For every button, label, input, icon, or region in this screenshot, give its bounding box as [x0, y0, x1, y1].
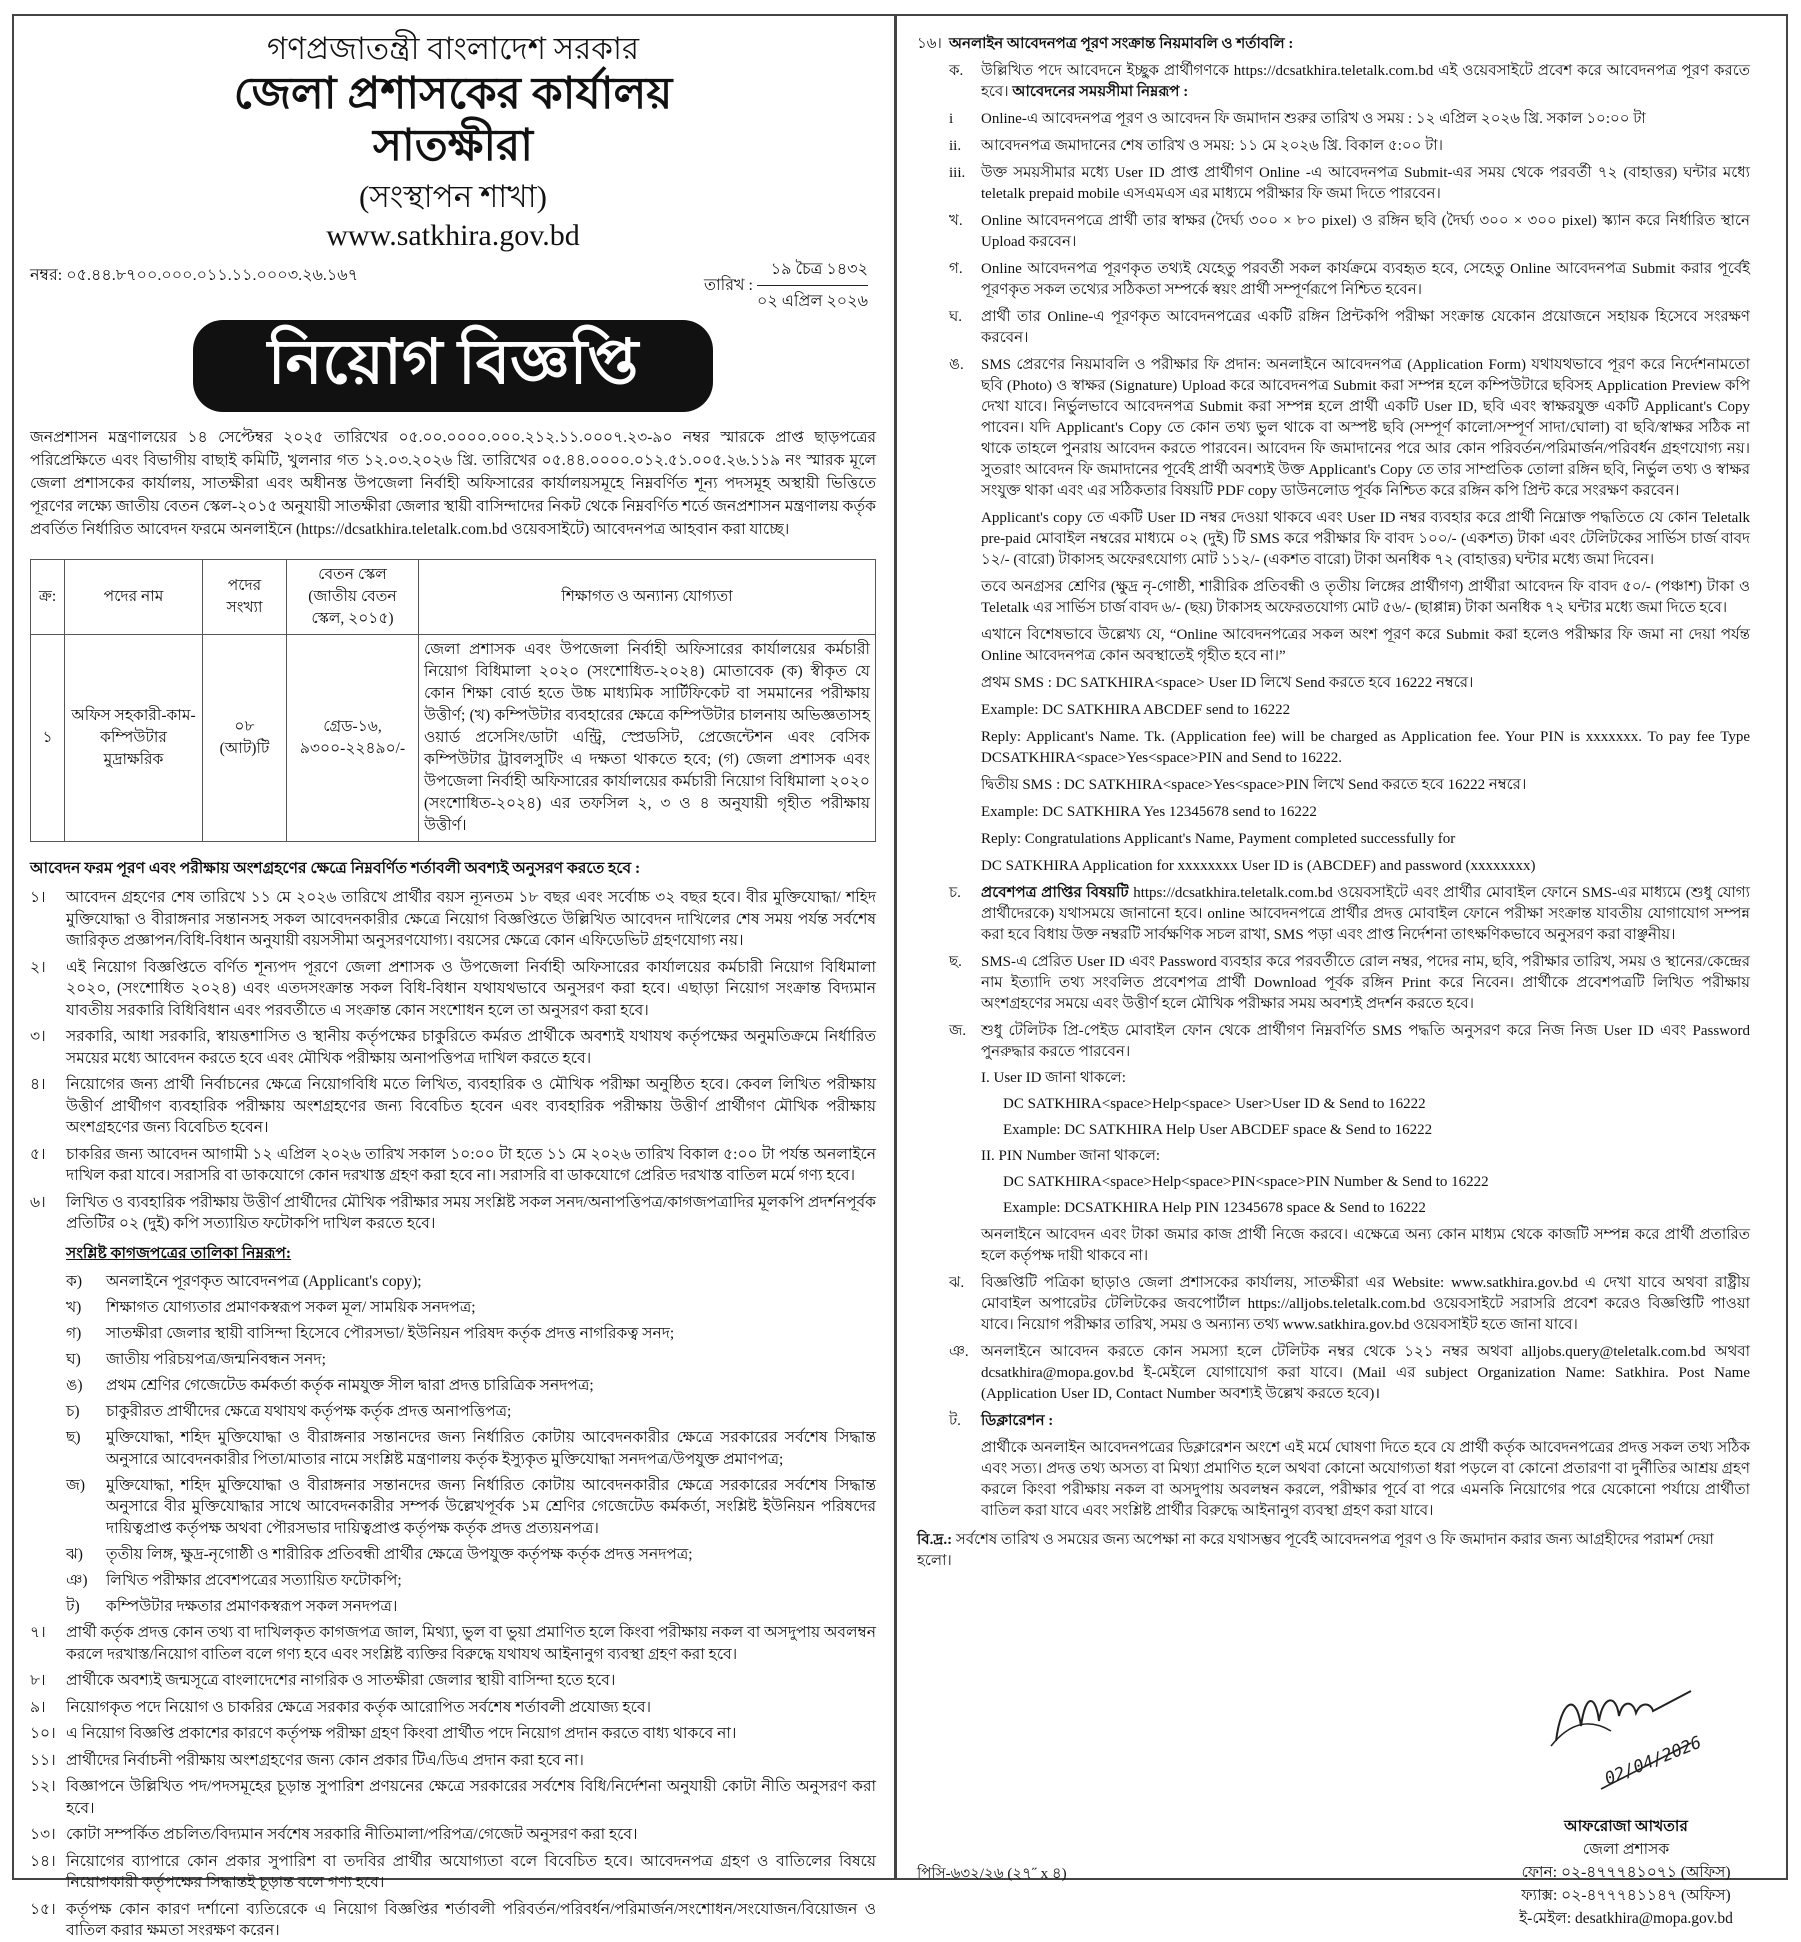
rule-body — [981, 109, 1750, 130]
conditions-list — [30, 887, 876, 1235]
rule-text — [981, 307, 1750, 349]
rule-body — [981, 163, 1750, 205]
signature-date: 02/04/2026 — [1602, 1732, 1705, 1790]
rule-paragraph: DC SATKHIRA Application for xxxxxxxx User ID is (ABCDEF) and password (xxxxxxxx) — [981, 858, 1536, 874]
rule-text — [981, 1273, 1750, 1336]
table-header-cell: শিক্ষাগত ও অন্যান্য যোগ্যতা — [419, 560, 876, 635]
document-item — [66, 1544, 876, 1566]
rule-label: চ. — [949, 885, 961, 901]
rule-text-content: SMS-এ প্রেরিত User ID এবং Password ব্যবহার করে পরবর্তীতে রোল নম্বর, পদের নাম, ছবি, পরীক্ষার তারিখ, সময় ও স্থানের/কেন্দ্রের নাম ইত্যাদি তথ্য সংবলিত প্রবেশপত্র প্রার্থী Download পূর্বক রঙ্গিন Print করে নিবেন। প্রার্থীকে প্রবেশপত্রটি লিখিত পরীক্ষায় অংশগ্রহণের সময়ে এবং উত্তীর্ণ হলে মৌখিক পরীক্ষার সময় অবশ্যই প্রদর্শন করতে হবে। — [981, 954, 1750, 1012]
signatory-fax: ফ্যাক্স: ০২-৪৭৭৭৪১১৪৭ (অফিস) — [1521, 1887, 1731, 1904]
print-code: পিসি-৬৩২/২৬ (২৭˝ x ৪) — [917, 1866, 1067, 1882]
item-number: ১৩। — [30, 1826, 56, 1843]
rule-paragraph: Example: DC SATKHIRA ABCDEF send to 16222 — [981, 702, 1291, 718]
rule-label: ছ. — [949, 954, 962, 970]
item-text: প্রার্থী কর্তৃক প্রদত্ত কোন তথ্য বা দাখিলকৃত কাগজপত্র জাল, মিথ্যা, ভুল বা ভুয়া প্রমাণিত হলে কিংবা পরীক্ষায় নকল বা অসদুপায় অবলম্বন করলে দরখাস্ত/নিয়োগ বাতিল বলে গণ্য হবে এবং সংশ্লিষ্ট ব্যক্তির বিরুদ্ধে যথাযথ আইনানুগ ব্যবস্থা গ্রহণ করা হবে। — [66, 1624, 876, 1663]
document-item — [66, 1323, 876, 1345]
document-item — [66, 1570, 876, 1592]
rule-text-content: প্রার্থী তার Online-এ পূরণকৃত আবেদনপত্রের একটি রঙ্গিন প্রিন্টকপি পরীক্ষা সংক্রান্ত যেকোন প্রয়োজনে সহায়ক হিসেবে সংরক্ষণ করবেন। — [981, 309, 1750, 346]
item-number: চ) — [66, 1403, 80, 1420]
document-item — [66, 1297, 876, 1319]
documents-heading: সংশ্লিষ্ট কাগজপত্রের তালিকা নিম্নরূপ: — [66, 1244, 292, 1262]
rule-item — [917, 1342, 1750, 1405]
table-cell: জেলা প্রশাসক এবং উপজেলা নির্বাহী অফিসারের কার্যালয়ের কর্মচারী নিয়োগ বিধিমালা ২০২০ (সংশোধিত-২০২৪) মোতাবেক (ক) স্বীকৃত যে কোন শিক্ষা বোর্ড হতে উচ্চ মাধ্যমিক সার্টিফিকেট বা সমমানের পরীক্ষায় উত্তীর্ণ; (খ) কম্পিউটার ব্যবহারের ক্ষেত্রে কম্পিউটার চালনায় অভিজ্ঞতাসহ ওয়ার্ড প্রসেসিং/ডাটা এন্ট্রি, স্প্রেডসিট, প্রেজেন্টেশন এবং বেসিক কম্পিউটার ট্রাবলসুটিং এ দক্ষতা থাকতে হবে; (গ) জেলা প্রশাসক এবং উপজেলা নির্বাহী অফিসারের কার্যালয়ের কর্মচারী নিয়োগ বিধিমালা ২০২০ (সংশোধিত-২০২৪) এর তফসিল ২, ৩ ও ৪ অনুযায়ী গৃহীত পরীক্ষায় উত্তীর্ণ। — [419, 635, 876, 842]
rule-text-content: অনলাইনে আবেদন করতে কোন সমস্যা হলে টেলিটক নম্বর থেকে ১২১ নম্বর অথবা alljobs.query@teletalk.com.bd অথবা dcsatkhira@mopa.gov.bd ই-মেইলে যোগাযোগ করা যাবে। (Mail এর subject Organization Name: Satkhira. Post Name (Application User ID, Contact Number অবশ্যই উল্লেখ করতে হবে)। — [981, 1344, 1750, 1402]
notice-banner: নিয়োগ বিজ্ঞপ্তি — [193, 320, 713, 412]
item-number: ১৪। — [30, 1852, 56, 1870]
documents-list — [30, 1271, 876, 1617]
rule-text-content: উল্লিখিত পদে আবেদনে ইচ্ছুক প্রার্থীগণকে https://dcsatkhira.teletalk.com.bd এই ওয়েবসাইটে প্রবেশ করে আবেদনপত্র পূরণ করতে হবে। — [981, 63, 1750, 100]
table-header-cell: পদের সংখ্যা — [203, 560, 287, 635]
rule-body — [981, 61, 1750, 103]
document-item — [66, 1596, 876, 1618]
table-row — [31, 635, 876, 842]
rule-text-content: শুধু টেলিটক প্রি-পেইড মোবাইল ফোন থেকে প্রার্থীগণ নিম্নবর্ণিত SMS পদ্ধতি অনুসরণ করে নিজ নিজ User ID এবং Password পুনরুদ্ধার করতে পারবেন। — [981, 1023, 1750, 1060]
date-values — [757, 254, 868, 317]
item-number: ১০। — [30, 1725, 56, 1742]
item-number: ঝ) — [66, 1545, 83, 1563]
signatory-email[interactable]: ই-মেইল: desatkhira@mopa.gov.bd — [1519, 1910, 1733, 1927]
sms-format-line: DC SATKHIRA<space>Help<space> User>User ID & Send to 16222 — [1003, 1096, 1426, 1112]
rule-paragraph: প্রথম SMS : DC SATKHIRA<space> User ID লিখে Send করতে হবে 16222 নম্বরে। — [981, 675, 1474, 691]
rule-item — [917, 1273, 1750, 1336]
rule-text — [981, 109, 1750, 130]
item-text: কোটা সম্পর্কিত প্রচলিত/বিদ্যমান সর্বশেষ সরকারি নীতিমালা/পরিপত্র/গেজেট অনুসরণ করা হবে। — [66, 1826, 638, 1843]
date-label: তারিখ : — [703, 277, 753, 294]
rule-label: ঘ. — [949, 309, 963, 325]
online-rules-heading — [917, 34, 1750, 55]
rule-label: iii. — [949, 165, 966, 181]
district-name: সাতক্ষীরা — [372, 121, 534, 170]
item-text: প্রথম শ্রেণির গেজেটেড কর্মকর্তা কর্তৃক নামযুক্ত সীল দ্বারা প্রদত্ত চারিত্রিক সনদপত্র; — [106, 1377, 594, 1394]
document-item — [66, 1475, 876, 1540]
rule-text — [981, 883, 1750, 946]
rule-label: জ. — [949, 1023, 967, 1039]
signature-block — [1496, 1671, 1756, 1930]
left-column — [12, 14, 896, 1939]
document-item — [66, 1427, 876, 1470]
vacancy-table — [30, 559, 876, 842]
rule-text-content: Online আবেদনপত্রে প্রার্থী তার স্বাক্ষর (দৈর্ঘ্য ৩০০ × ৮০ pixel) ও রঙ্গিন ছবি (দৈর্ঘ্য ৩০০ × ৩০০ pixel) স্ক্যান করে নির্ধারিত স্থানে Upload করবেন। — [981, 213, 1750, 250]
rule-paragraph: এখানে বিশেষভাবে উল্লেখ্য যে, “Online আবেদনপত্রের সকল অংশ পূরণ করে Submit করা হলেও পরীক্ষার ফি জমা না দেয়া পর্যন্ত Online আবেদনপত্র কোন অবস্থাতেই গৃহীত হবে না।” — [981, 627, 1750, 664]
item-number: গ) — [66, 1325, 82, 1342]
rule-label: গ. — [949, 261, 963, 277]
item-number: ১৫। — [30, 1900, 56, 1918]
rule-text-content: Online-এ আবেদনপত্র পূরণ ও আবেদন ফি জমাদান শুরুর তারিখ ও সময় : ১২ এপ্রিল ২০২৬ খ্রি. সকাল ১০:০০ টা — [981, 111, 1646, 127]
table-header-row — [31, 560, 876, 635]
condition-item — [30, 1026, 876, 1069]
subsection-title: II. PIN Number জানা থাকলে: — [981, 1148, 1161, 1164]
item-text: সাতক্ষীরা জেলার স্থায়ী বাসিন্দা হিসেবে পৌরসভা/ ইউনিয়ন পরিষদ কর্তৃক প্রদত্ত নাগরিকত্ব সনদ; — [106, 1325, 675, 1342]
rule-text — [981, 1342, 1750, 1405]
table-cell: ১ — [31, 635, 65, 842]
rule-body — [981, 952, 1750, 1015]
table-body — [31, 635, 876, 842]
rule-item — [917, 1411, 1750, 1522]
rule-text — [981, 259, 1750, 301]
rule-text-content: https://dcsatkhira.teletalk.com.bd ওয়েবসাইটে এবং প্রার্থীর মোবাইল ফোনে SMS-এর মাধ্যমে (শুধু যোগ্য প্রার্থীদেরকে) যথাসময়ে জানানো হবে। online আবেদনপত্রে প্রার্থীর প্রদত্ত মোবাইল ফোনে পরীক্ষা সংক্রান্ত যাবতীয় যোগাযোগ সম্পন্ন করা হবে বিধায় উক্ত নম্বরটি সার্বক্ষণিক সচল রাখা, SMS পড়া এবং প্রাপ্ত নির্দেশনা তাৎক্ষণিকভাবে অনুসরণ করা বাঞ্ছনীয়। — [981, 885, 1750, 943]
rule-item — [917, 61, 1750, 103]
rule-body — [981, 1273, 1750, 1336]
condition-item — [30, 1670, 876, 1692]
rule-text-content: SMS প্রেরণের নিয়মাবলি ও পরীক্ষার ফি প্রদান: অনলাইনে আবেদনপত্র (Application Form) যথাযথভাবে পূরণ করে নির্দেশনামতো ছবি (Photo) ও স্বাক্ষর (Signature) Upload করে আবেদনপত্র Submit করা সম্পন্ন হলে কম্পিউটারে ছবিসহ Application Preview কপি দেখা যাবে। নির্ভুলভাবে আবেদনপত্র Submit করা সম্পন্ন হলে প্রার্থী একটি User ID, ছবি এবং স্বাক্ষরযুক্ত একটি Applicant's Copy পাবেন। যদি Applicant's Copy তে কোন তথ্য ভুল থাকে বা অস্পষ্ট ছবি (সম্পূর্ণ কালো/সম্পূর্ণ সাদা/ঘোলা) বা ছবি/স্বাক্ষর সঠিক না থাকে তাহলে পুনরায় আবেদন করতে পারবেন। আবেদন ফি জমাদানের পরে আর কোন পরিবর্তন/পরিমার্জন/পরিবর্ধন গ্রহণযোগ্য নয়। সুতরাং আবেদন ফি জমাদানের পূর্বেই প্রার্থী অবশ্যই উক্ত Applicant's Copy তে তার সাম্প্রতিক তোলা রঙ্গিন ছবি, নির্ভুল তথ্য ও স্বাক্ষর সংযুক্ত থাকা এবং এর সঠিকতার বিষয়টি PDF copy ডাউনলোড পূর্বক নিশ্চিত করে রঙ্গিন কপি প্রিন্ট করে সংরক্ষণ করবেন। — [981, 357, 1750, 499]
rule-paragraph: তবে অনগ্রসর শ্রেণির (ক্ষুদ্র নৃ-গোষ্ঠী, শারীরিক প্রতিবন্ধী ও তৃতীয় লিঙ্গের প্রার্থীগণ) প্রার্থীরা আবেদন ফি বাবদ ৫০/- (পঞ্চাশ) টাকা ও Teletalk এর সার্ভিস চার্জ বাবদ ৬/- (ছয়) টাকাসহ অফেরতযোগ্য মোট ৫৬/- (ছাপ্পান্ন) টাকা অনধিক ৭২ ঘন্টার মধ্যে জমা দিতে হবে। — [981, 579, 1750, 616]
item-text: লিখিত পরীক্ষার প্রবেশপত্রের সত্যায়িত ফটোকপি; — [106, 1571, 402, 1589]
rule-paragraph: Reply: Applicant's Name. Tk. (Application fee) will be charged as Application fee. Your PIN is xxxxxxx. To pay fee Type DCSATKHIRA<space>Yes<space>PIN and Send to 16222. — [981, 729, 1750, 766]
rule-item — [917, 307, 1750, 349]
item-number: ঙ) — [66, 1377, 83, 1394]
item-text: এই নিয়োগ বিজ্ঞপ্তিতে বর্ণিত শূন্যপদ পূরণে জেলা প্রশাসক ও উপজেলা নির্বাহী অফিসারের কার্যালয়ের কর্মচারী নিয়োগ বিধিমালা ২০২০, (সংশোধিত ২০২৪) এবং এতদসংক্রান্ত সকল বিধি-বিধান যথাযথভাবে অনুসরণ করা হবে। এছাড়া নিয়োগ সংক্রান্ত বিদ্যমান যাবতীয় সরকারি বিধিবিধান এবং পরবর্তীতে এ সংক্রান্ত কোন সংশোধন হলে তা অনুসরণ করা হবে। — [66, 958, 876, 1019]
rule-paragraph: অনলাইনে আবেদন এবং টাকা জমার কাজ প্রার্থী নিজে করবে। এক্ষেত্রে অন্য কোন মাধ্যম থেকে কাজটি সম্পন্ন করে প্রার্থী প্রতারিত হলে কর্তৃপক্ষ দায়ী থাকবে না। — [981, 1227, 1750, 1264]
condition-item — [30, 887, 876, 952]
rule-paragraph: দ্বিতীয় SMS : DC SATKHIRA<space>Yes<space>PIN লিখে Send করতে হবে 16222 নম্বরে। — [981, 777, 1527, 793]
branch-name: (সংস্থাপন শাখা) — [359, 179, 547, 214]
item-number: ৮। — [30, 1672, 46, 1689]
document-item — [66, 1271, 876, 1293]
rule-subsection — [981, 1068, 1750, 1141]
item-text: মুক্তিযোদ্ধা, শহিদ মুক্তিযোদ্ধা ও বীরাঙ্গনার সন্তানদের জন্য নির্ধারিত কোটায় আবেদনকারীর ক্ষেত্রে সরকারের সর্বশেষ সিদ্ধান্ত অনুসারে আবেদনকারীর পিতা/মাতার নামে সংশ্লিষ্ট মন্ত্রণালয় কর্তৃক ইস্যুকৃত মুক্তিযোদ্ধা সনদপত্র/উপযুক্ত প্রমাণপত্র; — [106, 1429, 876, 1468]
rule-text — [981, 136, 1750, 157]
rule-paragraph: প্রার্থীকে অনলাইন আবেদনপত্রের ডিক্লারেশন অংশে এই মর্মে ঘোষণা দিতে হবে যে প্রার্থী কর্তৃক আবেদনপত্রের প্রদত্ত সকল তথ্য সঠিক এবং সত্য। প্রদত্ত তথ্য অসত্য বা মিথ্যা প্রমাণিত হলে অথবা কোনো অযোগ্যতা ধরা পড়লে বা কোনো প্রতারণা বা দুর্নীতির আশ্রয় গ্রহণ করলে কিংবা পরীক্ষায় নকল বা অসদুপায় অবলম্বন করলে, পরীক্ষার পূর্বে বা পরে এমনকি নিয়োগের পরে যেকোনো পর্যায়ে প্রার্থীতা বাতিল করা যাবে এবং সংশ্লিষ্ট প্রার্থীর বিরুদ্ধে আইনানুগ ব্যবস্থা গ্রহণ করা যাবে। — [981, 1440, 1750, 1519]
rule-text-content: উক্ত সময়সীমার মধ্যে User ID প্রাপ্ত প্রার্থীগণ Online -এ আবেদনপত্র Submit-এর সময় থেকে পরবর্তী ৭২ (বাহাত্তর) ঘন্টার মধ্যে teletalk prepaid mobile এসএমএস এর মাধ্যমে পরীক্ষার ফি জমা দিতে পারবেন। — [981, 165, 1750, 202]
item-number: ৫। — [30, 1145, 46, 1163]
item-text: নিয়োগকৃত পদে নিয়োগ ও চাকরির ক্ষেত্রে সরকার কর্তৃক আরোপিত সর্বশেষ শর্তাবলী প্রযোজ্য হবে। — [66, 1698, 652, 1716]
rule-body — [981, 1021, 1750, 1267]
signature-image — [1541, 1671, 1711, 1811]
rule-item — [917, 109, 1750, 130]
rule-item — [917, 1021, 1750, 1267]
sms-format-line: DC SATKHIRA<space>Help<space>PIN<space>PIN Number & Send to 16222 — [1003, 1174, 1489, 1190]
subsection-title: I. User ID জানা থাকলে: — [981, 1070, 1126, 1086]
rule-text — [981, 61, 1750, 103]
item-text: প্রার্থীদের নির্বাচনী পরীক্ষায় অংশগ্রহণের জন্য কোন প্রকার টিএ/ডিএ প্রদান করা হবে না। — [66, 1751, 584, 1769]
rule-text-content: Online আবেদনপত্র পূরণকৃত তথ্যই যেহেতু পরবর্তী সকল কার্যক্রমে ব্যবহৃত হবে, সেহেতু Online আবেদনপত্র Submit করার পূর্বেই পূরণকৃত সকল তথ্যের সঠিকতা সম্পর্কে স্বয়ং প্রার্থী সম্পূর্ণরূপে নিশ্চিত হবেন। — [981, 261, 1750, 298]
condition-item — [30, 1144, 876, 1187]
item-number: জ) — [66, 1476, 86, 1494]
note — [917, 1530, 1750, 1572]
date-bangla: ১৯ চৈত্র ১৪৩২ — [757, 254, 868, 286]
rule-item — [917, 952, 1750, 1015]
condition-item — [30, 1622, 876, 1665]
rule-body — [981, 136, 1750, 157]
item-text: কম্পিউটার দক্ষতার প্রমাণকস্বরূপ সকল সনদপত্র। — [106, 1597, 398, 1615]
date-english: ০২ এপ্রিল ২০২৬ — [756, 293, 868, 310]
item-number: ৯। — [30, 1698, 46, 1716]
condition-item — [30, 1723, 876, 1745]
table-header-cell: বেতন স্কেল (জাতীয় বেতন স্কেল, ২০১৫) — [287, 560, 419, 635]
item-number: ঘ) — [66, 1351, 81, 1368]
item-number: ১২। — [30, 1778, 56, 1795]
rule-body — [981, 883, 1750, 946]
item-number: ৩। — [30, 1028, 46, 1045]
table-cell: অফিস সহকারী-কাম-কম্পিউটার মুদ্রাক্ষরিক — [65, 635, 203, 842]
government-name: গণপ্রজাতন্ত্রী বাংলাদেশ সরকার — [266, 31, 640, 66]
item-text: প্রার্থীকে অবশ্যই জন্মসূত্রে বাংলাদেশের নাগরিক ও সাতক্ষীরা জেলার স্থায়ী বাসিন্দা হতে হবে। — [66, 1672, 616, 1689]
document-item — [66, 1401, 876, 1423]
sms-format-line: Example: DCSATKHIRA Help PIN 12345678 space & Send to 16222 — [1003, 1200, 1426, 1216]
document-item — [66, 1349, 876, 1371]
rule-label: ঝ. — [949, 1275, 965, 1291]
rule-label: খ. — [949, 213, 963, 229]
item-number: ১। — [30, 889, 46, 906]
item-number: ৭। — [30, 1624, 46, 1641]
right-column — [896, 14, 1788, 1927]
rule-paragraph: Example: DC SATKHIRA Yes 12345678 send to 16222 — [981, 804, 1317, 820]
item-number: ২। — [30, 958, 46, 976]
rule-label: i — [949, 111, 954, 127]
rule-text — [981, 1411, 1750, 1432]
online-rules-list — [917, 61, 1750, 1522]
rule-text — [981, 355, 1750, 502]
rule-body — [981, 355, 1750, 877]
rule-text-content: বিজ্ঞপ্তিটি পত্রিকা ছাড়াও জেলা প্রশাসকের কার্যালয়, সাতক্ষীরা এর Website: www.satkhira.gov.bd এ দেখা যাবে অথবা রাষ্ট্রীয় মোবাইল অপারেটর টেলিটকের জবপোর্টাল https://alljobs.teletalk.com.bd ওয়েবসাইটে সরাসরি প্রবেশ করেও বিজ্ঞপ্তিটি পাওয়া যাবে। নিয়োগ পরীক্ষার তারিখ, সময় ও অন্যান্য তথ্য www.satkhira.gov.bd ওয়েবসাইট হতে জানা যাবে। — [981, 1275, 1750, 1333]
item-text: নিয়োগের জন্য প্রার্থী নির্বাচনের ক্ষেত্রে নিয়োগবিধি মতে লিখিত, ব্যবহারিক ও মৌখিক পরীক্ষা অনুষ্ঠিত হবে। কেবল লিখিত পরীক্ষায় উত্তীর্ণ প্রার্থীগণ ব্যবহারিক পরীক্ষায় অংশগ্রহণের জন্য বিবেচিত হবেন এবং ব্যবহারিক পরীক্ষায় উত্তীর্ণ প্রার্থীগণ মৌখিক পরীক্ষায় অংশগ্রহণের জন্য বিবেচিত হবেন। — [66, 1076, 876, 1136]
reference-row — [30, 254, 876, 310]
rule-text — [981, 1021, 1750, 1063]
item-number: ১১। — [30, 1751, 56, 1769]
memo-number: নম্বর: ০৫.৪৪.৮৭০০.০০০.০১১.১১.০০০৩.২৬.১৬৭ — [30, 267, 359, 284]
table-header-cell: পদের নাম — [65, 560, 203, 635]
rule-paragraph: Reply: Congratulations Applicant's Name, Payment completed successfully for — [981, 831, 1456, 847]
rule-item — [917, 259, 1750, 301]
condition-item — [30, 1776, 876, 1819]
rule-text — [981, 211, 1750, 253]
rule-paragraph: Applicant's copy তে একটি User ID নম্বর দেওয়া থাকবে এবং User ID নম্বর ব্যবহার করে প্রার্থী নিম্নোক্ত পদ্ধতিতে যে কোন Teletalk pre-paid মোবাইল নম্বরের মাধ্যমে ০২ (দুই) টি SMS করে পরীক্ষার ফি বাবদ ১০০/- (একশত) টাকা এবং টেলিটকের সার্ভিস চার্জ বাবদ ১২/- (বারো) টাকাসহ অফেরৎযোগ্য মোট ১১২/- (একশত বারো) টাকা অনধিক ৭২ (বাহাত্তর) ঘন্টার মধ্যে জমা দিবেন। — [981, 510, 1750, 568]
section-number: ১৬। — [917, 36, 942, 52]
rule-text-content: আবেদনপত্র জমাদানের শেষ তারিখ ও সময়: ১১ মে ২০২৬ খ্রি. বিকাল ৫:০০ টা। — [981, 138, 1444, 154]
section-title: অনলাইন আবেদনপত্র পূরণ সংক্রান্ত নিয়মাবলি ও শর্তাবলি : — [949, 36, 1294, 52]
rule-bold-lead: ডিক্লারেশন : — [981, 1413, 1054, 1429]
rule-item — [917, 883, 1750, 946]
rule-item — [917, 355, 1750, 877]
condition-item — [30, 1074, 876, 1139]
item-number: ৪। — [30, 1076, 46, 1093]
condition-item — [30, 1192, 876, 1235]
office-name: জেলা প্রশাসকের কার্যালয় — [233, 69, 673, 118]
condition-item — [30, 1851, 876, 1894]
item-text: জাতীয় পরিচয়পত্র/জন্মনিবন্ধন সনদ; — [106, 1351, 326, 1368]
rule-body — [981, 1411, 1750, 1522]
item-number: ঞ) — [66, 1571, 88, 1589]
item-text: তৃতীয় লিঙ্গ, ক্ষুদ্র-নৃগোষ্ঠী ও শারীরিক প্রতিবন্ধী প্রার্থীর ক্ষেত্রে উপযুক্ত কর্তৃপক্ষ কর্তৃক প্রদত্ত সনদপত্র; — [106, 1545, 693, 1563]
rule-item — [917, 211, 1750, 253]
rule-item — [917, 136, 1750, 157]
item-text: শিক্ষাগত যোগ্যতার প্রমাণকস্বরূপ সকল মূল/ সাময়িক সনদপত্র; — [106, 1299, 476, 1316]
item-number: ট) — [66, 1597, 80, 1615]
intro-paragraph: জনপ্রশাসন মন্ত্রণালয়ের ১৪ সেপ্টেম্বর ২০২৫ তারিখের ০৫.০০.০০০০.০০০.২১২.১১.০০০৭.২৩-৯০ নম্বর স্মারকে প্রাপ্ত ছাড়পত্রের পরিপ্রেক্ষিতে এবং বিভাগীয় বাছাই কমিটি, খুলনার গত ১২.০৩.২০২৬ খ্রি. তারিখের ০৫.৪৪.০০০০.০১২.৫১.০০৫.২৬.১১৯ নং স্মারক মূলে জেলা প্রশাসকের কার্যালয়, সাতক্ষীরা এবং অধীনস্ত উপজেলা নির্বাহী অফিসারের কার্যালয়সমূহে নিম্নবর্ণিত শূন্য পদসমূহ অস্থায়ী ভিত্তিতে পূরণের লক্ষ্যে জাতীয় বেতন স্কেল-২০১৫ অনুযায়ী সাতক্ষীরা জেলার স্থায়ী বাসিন্দাদের নিকট থেকে নিম্নবর্ণিত শর্তে জনপ্রশাসন মন্ত্রণালয় কর্তৃক প্রবর্তিত নির্ধারিত আবেদন ফরমে অনলাইনে (https://dcsatkhira.teletalk.com.bd ওয়েবসাইটে) আবেদনপত্র আহবান করা যাচ্ছে। — [30, 429, 876, 538]
item-text: সরকারি, আধা সরকারি, স্বায়ত্তশাসিত ও স্থানীয় কর্তৃপক্ষের চাকুরিতে কর্মরত প্রার্থীকে অবশ্যই যথাযথ কর্তৃপক্ষের অনুমতিক্রমে নির্ধারিত সময়ের মধ্যে আবেদন করতে হবে এবং মৌখিক পরীক্ষায় অনাপত্তিপত্র দাখিল করতে হবে। — [66, 1028, 876, 1067]
item-text: বিজ্ঞাপনে উল্লিখিত পদ/পদসমূহের চূড়ান্ত সুপারিশ প্রণয়নের ক্ষেত্রে সরকারের সর্বশেষ বিধি/নির্দেশনা অনুযায়ী কোটা নীতি অনুসরণ করা হবে। — [66, 1778, 876, 1817]
item-number: ছ) — [66, 1429, 81, 1446]
rule-item — [917, 163, 1750, 205]
item-text: কর্তৃপক্ষ কোন কারণ দর্শানো ব্যতিরেকে এ নিয়োগ বিজ্ঞপ্তির শর্তাবলী পরিবর্তন/পরিবর্ধন/পরিমার্জন/সংশোধন/সংযোজন/বিয়োজন ও বাতিল করার ক্ষমতা সংরক্ষণ করেন। — [66, 1900, 876, 1939]
signatory-phone: ফোন: ০২-৪৭৭৭৪১০৭১ (অফিস) — [1521, 1864, 1731, 1881]
table-cell: ০৮ (আট)টি — [203, 635, 287, 842]
signatory-name: আফরোজা আখতার — [1564, 1818, 1688, 1835]
rule-bold-tail: আবেদনের সময়সীমা নিম্নরূপ : — [1012, 84, 1189, 100]
note-label: বি.দ্র.: — [917, 1532, 953, 1548]
item-text: চাকুরীরত প্রার্থীদের ক্ষেত্রে যথাযথ কর্তৃপক্ষ কর্তৃক প্রদত্ত অনাপত্তিপত্র; — [106, 1403, 512, 1420]
item-text: আবেদন গ্রহণের শেষ তারিখে ১১ মে ২০২৬ তারিখে প্রার্থীর বয়স ন্যূনতম ১৮ বছর এবং সর্বোচ্চ ৩২ বছর হবে। বীর মুক্তিযোদ্ধা/ শহিদ মুক্তিযোদ্ধা ও বীরাঙ্গনার সন্তানসহ সকল আবেদনকারীর ক্ষেত্রে নিয়োগ বিজ্ঞপ্তিতে উল্লিখিত আবেদন দাখিলের শেষ সময় পর্যন্ত সর্বশেষ জারিকৃত প্রজ্ঞাপন/বিধি-বিধান অনুযায়ী বয়সসীমা অনুসরণযোগ্য। বয়সের ক্ষেত্রে কোন এফিডেভিট গ্রহণযোগ্য নয়। — [66, 889, 876, 949]
signatory-designation: জেলা প্রশাসক — [1582, 1841, 1670, 1858]
condition-item — [30, 1697, 876, 1719]
item-text: এ নিয়োগ বিজ্ঞপ্তি প্রকাশের কারণে কর্তৃপক্ষ পরীক্ষা গ্রহণ কিংবা প্রার্থীত পদে নিয়োগ প্রদান করতে বাধ্য থাকবে না। — [66, 1725, 737, 1742]
website-link[interactable]: www.satkhira.gov.bd — [326, 219, 580, 252]
rule-body — [981, 307, 1750, 349]
condition-item — [30, 957, 876, 1022]
rule-label: ii. — [949, 138, 962, 154]
rule-label: ট. — [949, 1413, 961, 1429]
date-block — [704, 254, 868, 317]
item-text: অনলাইনে পূরণকৃত আবেদনপত্র (Applicant's copy); — [106, 1273, 422, 1290]
rule-label: ঞ. — [949, 1344, 969, 1360]
item-number: ৬। — [30, 1193, 46, 1211]
rule-body — [981, 211, 1750, 253]
note-text: সর্বশেষ তারিখ ও সময়ের জন্য অপেক্ষা না করে যথাসম্ভব পূর্বেই আবেদনপত্র পূরণ ও ফি জমাদান করার জন্য আগ্রহীদের পরামর্শ দেয়া হলো। — [917, 1532, 1714, 1569]
item-number: ক) — [66, 1273, 83, 1290]
sms-format-line: Example: DC SATKHIRA Help User ABCDEF space & Send to 16222 — [1003, 1122, 1433, 1138]
item-text: মুক্তিযোদ্ধা, শহিদ মুক্তিযোদ্ধা ও বীরাঙ্গনার সন্তানদের জন্য নির্ধারিত কোটায় আবেদনকারীর ক্ষেত্রে সরকারের সর্বশেষ সিদ্ধান্ত অনুসারে বীর মুক্তিযোদ্ধার সাথে আবেদনকারীর সম্পর্ক উল্লেখপূর্বক ১ম শ্রেণির গেজেটেড কর্মকর্তা, সংশ্লিষ্ট ইউনিয়ন পরিষদের দায়িত্বপ্রাপ্ত কর্তৃপক্ষ অথবা পৌরসভার দায়িত্বপ্রাপ্ত কর্তৃপক্ষ কর্তৃক প্রদত্ত প্রত্যয়নপত্র। — [106, 1476, 876, 1537]
condition-item — [30, 1750, 876, 1772]
item-text: লিখিত ও ব্যবহারিক পরীক্ষায় উত্তীর্ণ প্রার্থীদের মৌখিক পরীক্ষার সময় সংশ্লিষ্ট সকল সনদ/অনাপত্তিপত্র/কাগজপত্রাদির মূলকপি প্রদর্শনপূর্বক প্রতিটির ০২ (দুই) কপি সত্যায়িত ফটোকপি দাখিল করতে হবে। — [66, 1193, 876, 1232]
condition-item — [30, 1824, 876, 1846]
rule-body — [981, 259, 1750, 301]
item-text: চাকরির জন্য আবেদন আগামী ১২ এপ্রিল ২০২৬ তারিখ সকাল ১০:০০ টা হতে ১১ মে ২০২৬ তারিখ বিকাল ৫:০০ টা পর্যন্ত অনলাইনে দাখিল করা যাবে। সরাসরি বা ডাকযোগে কোন দরখাস্ত গ্রহণ করা হবে না। সরাসরি বা ডাকযোগে প্রেরিত দরখাস্ত বাতিল মর্মে গণ্য হবে। — [66, 1145, 876, 1184]
item-text: নিয়োগের ব্যাপারে কোন প্রকার সুপারিশ বা তদবির প্রার্থীর অযোগ্যতা বলে বিবেচিত হবে। আবেদনপত্র গ্রহণ ও বাতিলের বিষয়ে নিয়োগকারী কর্তৃপক্ষের সিদ্ধান্তই চূড়ান্ত বলে গণ্য হবে। — [66, 1852, 876, 1891]
item-number: খ) — [66, 1299, 82, 1316]
conditions-list — [30, 1622, 876, 1942]
conditions-heading: আবেদন ফরম পূরণ এবং পরীক্ষায় অংশগ্রহণের ক্ষেত্রে নিম্নবর্ণিত শর্তাবলী অবশ্যই অনুসরণ করতে হবে : — [30, 860, 641, 877]
rule-subsection — [981, 1146, 1750, 1219]
document-item — [66, 1375, 876, 1397]
rule-label: ক. — [949, 63, 964, 79]
rule-bold-lead: প্রবেশপত্র প্রাপ্তির বিষয়টি — [981, 885, 1129, 901]
table-cell: গ্রেড-১৬, ৯৩০০-২২৪৯০/- — [287, 635, 419, 842]
rule-label: ঙ. — [949, 357, 964, 373]
rule-body — [981, 1342, 1750, 1405]
rule-text — [981, 952, 1750, 1015]
condition-item — [30, 1899, 876, 1942]
rule-text — [981, 163, 1750, 205]
table-header-cell: ক্র: — [31, 560, 65, 635]
